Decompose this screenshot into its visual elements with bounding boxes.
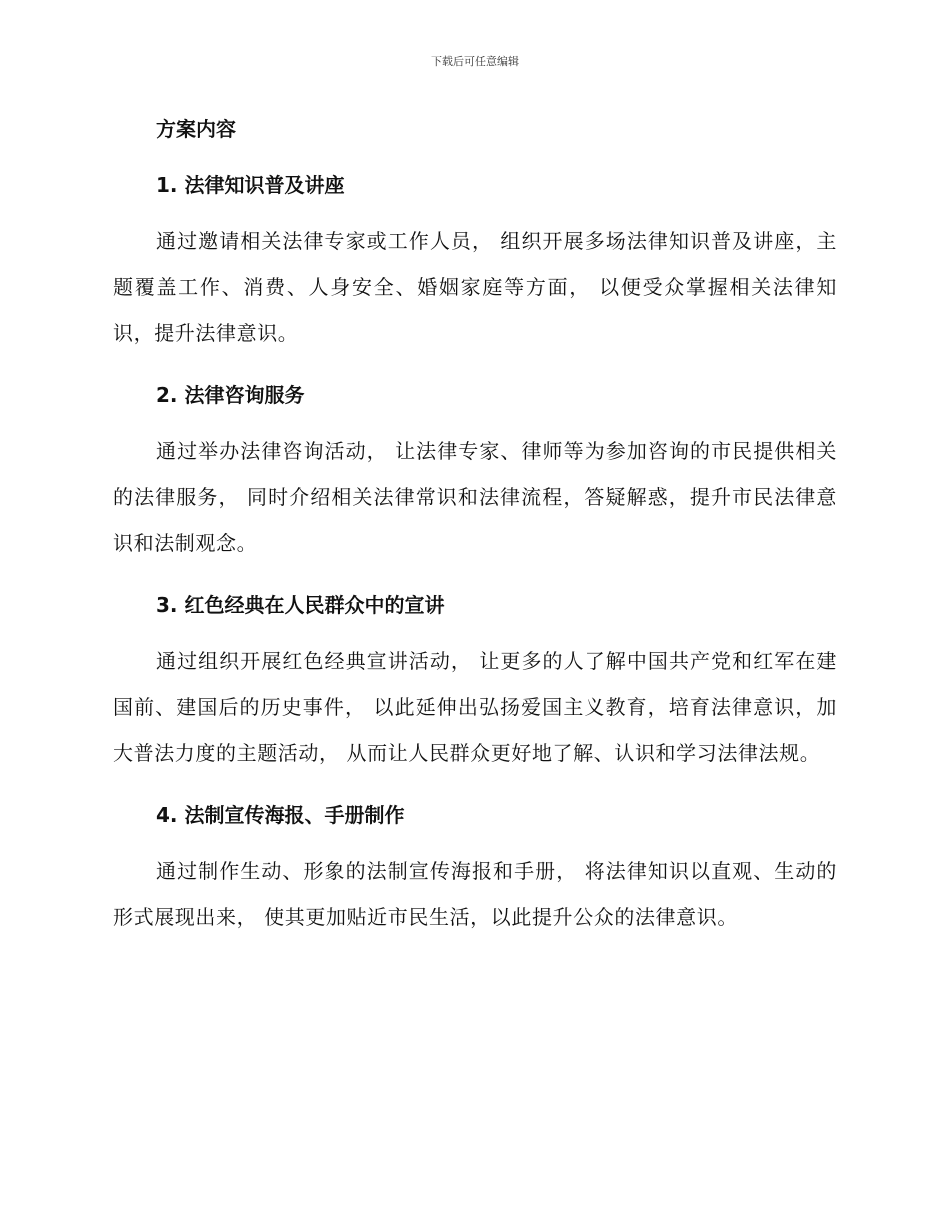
section-paragraph: 通过举办法律咨询活动， 让法律专家、律师等为参加咨询的市民提供相关的法律服务， 同时介绍相关法律常识和法律流程，答疑解惑，提升市民法律意识和法制观念。	[113, 439, 837, 555]
document-title: 方案内容	[156, 117, 236, 141]
section-heading: 1. 法律知识普及讲座	[156, 173, 345, 197]
section-heading: 3. 红色经典在人民群众中的宣讲	[156, 593, 445, 617]
document-content	[113, 112, 837, 940]
section-paragraph: 通过制作生动、形象的法制宣传海报和手册， 将法律知识以直观、生动的形式展现出来， 使其更加贴近市民生活，以此提升公众的法律意识。	[113, 859, 837, 929]
section-posters	[113, 798, 837, 940]
section-heading: 2. 法律咨询服务	[156, 383, 305, 407]
page-header-note: 下载后可任意编辑	[431, 55, 519, 68]
section-red-classics	[113, 588, 837, 776]
section-lecture	[113, 168, 837, 356]
section-consulting	[113, 378, 837, 566]
section-paragraph: 通过组织开展红色经典宣讲活动， 让更多的人了解中国共产党和红军在建国前、建国后的历史事件， 以此延伸出弘扬爱国主义教育，培育法律意识，加大普法力度的主题活动， 从而让人民群众更好地了解、认识和学习法律法规。	[113, 649, 837, 765]
section-heading: 4. 法制宣传海报、手册制作	[156, 803, 405, 827]
section-paragraph: 通过邀请相关法律专家或工作人员， 组织开展多场法律知识普及讲座，主题覆盖工作、消费、人身安全、婚姻家庭等方面， 以便受众掌握相关法律知识，提升法律意识。	[113, 229, 837, 345]
